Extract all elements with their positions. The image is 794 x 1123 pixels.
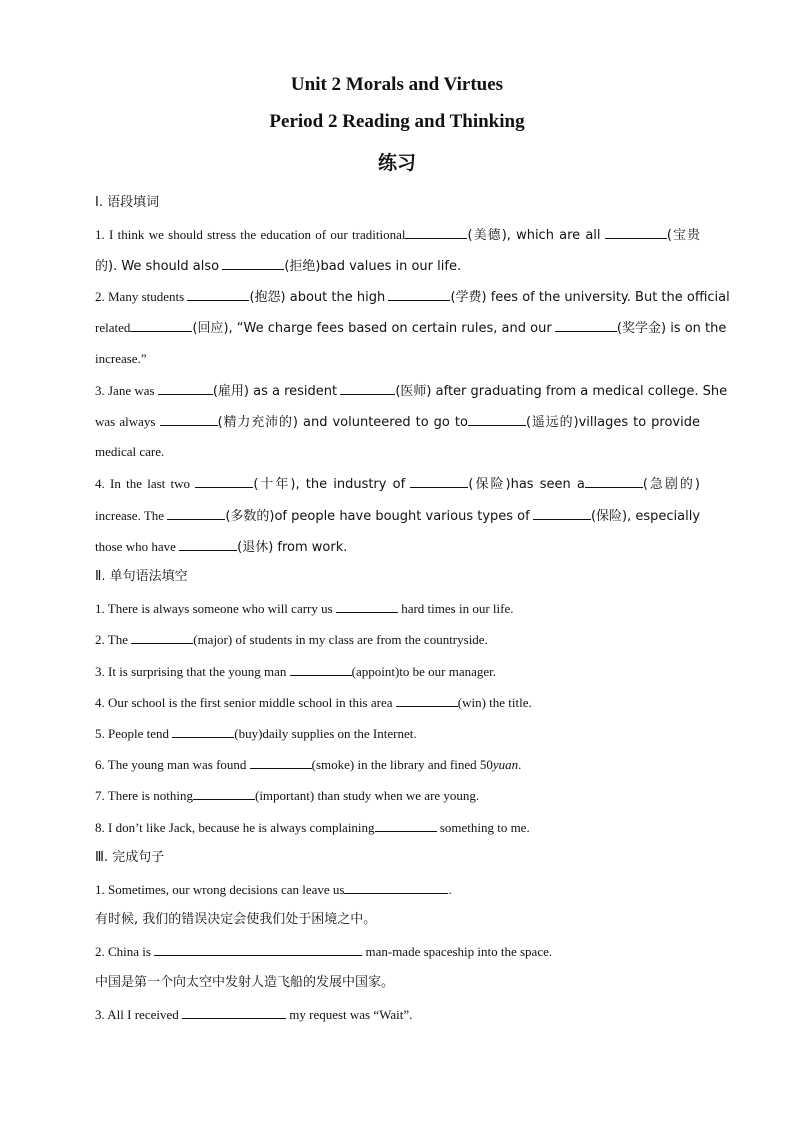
s2-q2: 2. The (major) of students in my class are from the countryside.	[95, 632, 488, 647]
s2-q7: 7. There is nothing (important) than study when we are young.	[95, 788, 480, 803]
answer-blank[interactable]	[555, 318, 617, 332]
answer-blank[interactable]	[410, 474, 468, 488]
answer-blank[interactable]	[154, 942, 362, 956]
s1-q1-line1: 1. I think we should stress the education of our traditional (美德), which are all (宝贵	[95, 227, 700, 243]
s1-q2-line1: 2. Many students (抱怨) about the high (学费) fees of the university. But the official	[95, 289, 730, 305]
s1-q4-line1: 4. In the last two (十年), the industry of (保险)has seen a (急剧的)	[95, 476, 701, 492]
answer-blank[interactable]	[179, 537, 237, 551]
exercise-label: 练习	[377, 152, 416, 174]
s3-q3: 3. All I received my request was “Wait”.	[95, 1007, 413, 1022]
answer-blank[interactable]	[158, 381, 213, 395]
s2-q3: 3. It is surprising that the young man (appoint)to be our manager.	[95, 664, 497, 679]
s3-q1-translation: 有时候, 我们的错误决定会使我们处于困境之中。	[95, 912, 377, 927]
answer-blank[interactable]	[605, 225, 667, 239]
answer-blank[interactable]	[585, 474, 643, 488]
answer-blank[interactable]	[396, 693, 458, 707]
answer-blank[interactable]	[290, 662, 352, 676]
unit-title: Unit 2 Morals and Virtues	[290, 74, 504, 95]
answer-blank[interactable]	[336, 599, 398, 613]
s3-q2: 2. China is man-made spaceship into the space.	[95, 944, 553, 959]
section-3-heading: Ⅲ. 完成句子	[95, 850, 165, 865]
s1-q2-line2: related (回应), “We charge fees based on certain rules, and our (奖学金) is on the	[95, 320, 727, 336]
s2-q4: 4. Our school is the first senior middle school in this area (win) the title.	[95, 695, 532, 710]
s2-q1: 1. There is always someone who will carry us hard times in our life.	[95, 601, 514, 616]
answer-blank[interactable]	[193, 786, 255, 800]
answer-blank[interactable]	[182, 1005, 286, 1019]
answer-blank[interactable]	[131, 630, 193, 644]
s1-q4-line3: those who have (退休) from work.	[95, 539, 348, 555]
s1-q3-line2: was always (精力充沛的) and volunteered to go to (遥远的)villages to provide	[95, 414, 700, 430]
s1-q3-line3: medical care.	[95, 444, 165, 459]
period-subtitle: Period 2 Reading and Thinking	[269, 111, 525, 132]
answer-blank[interactable]	[468, 412, 526, 426]
answer-blank[interactable]	[344, 880, 448, 894]
answer-blank[interactable]	[405, 225, 467, 239]
s3-q2-translation: 中国是第一个向太空中发射人造飞船的发展中国家。	[95, 975, 395, 990]
s3-q1: 1. Sometimes, our wrong decisions can leave us .	[95, 882, 452, 897]
answer-blank[interactable]	[340, 381, 395, 395]
answer-blank[interactable]	[533, 506, 591, 520]
s1-q2-line3: increase.”	[95, 351, 147, 366]
answer-blank[interactable]	[172, 724, 234, 738]
s1-q3-line1: 3. Jane was (雇用) as a resident (医师) after graduating from a medical college. She	[95, 383, 728, 399]
s2-q5: 5. People tend (buy)daily supplies on the Internet.	[95, 726, 417, 741]
s2-q8: 8. I don’t like Jack, because he is always complaining something to me.	[95, 820, 530, 835]
answer-blank[interactable]	[375, 818, 437, 832]
answer-blank[interactable]	[195, 474, 253, 488]
answer-blank[interactable]	[160, 412, 218, 426]
answer-blank[interactable]	[167, 506, 225, 520]
s2-q6: 6. The young man was found (smoke) in the library and fined 50yuan.	[95, 757, 522, 772]
section-1-heading: Ⅰ. 语段填词	[95, 195, 160, 210]
answer-blank[interactable]	[388, 287, 450, 301]
s1-q1-line2: 的). We should also (拒绝)bad values in our life.	[95, 256, 700, 276]
section-2-heading: Ⅱ. 单句语法填空	[95, 569, 188, 584]
answer-blank[interactable]	[250, 755, 312, 769]
answer-blank[interactable]	[222, 256, 284, 270]
answer-blank[interactable]	[187, 287, 249, 301]
answer-blank[interactable]	[130, 318, 192, 332]
s1-q4-line2: increase. The (多数的)of people have bought various types of (保险), especially	[95, 508, 701, 524]
